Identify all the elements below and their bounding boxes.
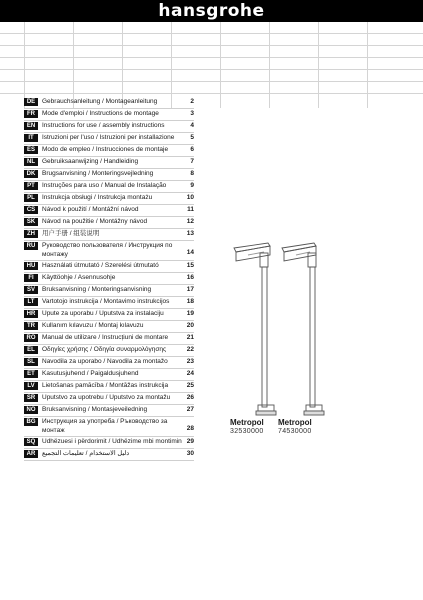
grid-line (0, 81, 423, 82)
toc-row (24, 181, 194, 193)
language-code-badge: PL (24, 194, 38, 202)
toc-page-number: 15 (186, 262, 194, 269)
toc-row (24, 133, 194, 145)
toc-row (24, 285, 194, 297)
language-code-badge: CS (24, 206, 38, 214)
toc-row (24, 393, 194, 405)
toc-row (24, 157, 194, 169)
language-code-badge: PT (24, 182, 38, 190)
toc-row (24, 241, 194, 261)
product-name: Metropol (278, 418, 312, 427)
grid-line (0, 57, 423, 58)
language-code-badge: IT (24, 134, 38, 142)
toc-title: Gebruiksaanwijzing / Handleiding (42, 158, 139, 165)
toc-page-number: 5 (190, 134, 194, 141)
toc-page-number: 26 (186, 394, 194, 401)
toc-row (24, 229, 194, 241)
product-number: 74530000 (278, 428, 312, 435)
grid-line (318, 22, 319, 108)
product-name: Metropol (230, 418, 264, 427)
header-bar (0, 0, 423, 22)
toc-page-number: 2 (190, 98, 194, 105)
toc-page-number: 30 (186, 450, 194, 457)
toc-row (24, 217, 194, 229)
language-code-badge: HR (24, 310, 38, 318)
toc-page-number: 16 (186, 274, 194, 281)
toc-title: Инструкция за употреба / Ръководство за монтаж (42, 418, 168, 434)
grid-line (24, 22, 25, 108)
toc-page-number: 24 (186, 370, 194, 377)
language-code-badge: SV (24, 286, 38, 294)
language-code-badge: EL (24, 346, 38, 354)
toc-row (24, 261, 194, 273)
toc-page-number: 21 (186, 334, 194, 341)
toc-row (24, 109, 194, 121)
grid-line (0, 33, 423, 34)
toc-title: Modo de empleo / Instrucciones de montaje (42, 146, 169, 153)
toc-title: Návod na použitie / Montážny návod (42, 218, 148, 225)
toc-title: دليل الاستخدام / تعليمات التجميع (42, 450, 130, 457)
toc-page-number: 18 (186, 298, 194, 305)
grid-line (171, 22, 172, 108)
language-index (24, 97, 194, 461)
toc-page-number: 13 (186, 230, 194, 237)
toc-page-number: 10 (186, 194, 194, 201)
toc-title: Instruções para uso / Manual de Instalação (42, 182, 167, 189)
language-code-badge: SL (24, 358, 38, 366)
toc-page-number: 14 (186, 249, 194, 256)
toc-title: Руководство пользователя / Инструкция по монтажу (42, 242, 173, 258)
toc-row (24, 405, 194, 417)
toc-row (24, 121, 194, 133)
toc-row (24, 193, 194, 205)
toc-title: Gebrauchsanleitung / Montageanleitung (42, 98, 158, 105)
toc-row (24, 357, 194, 369)
toc-page-number: 20 (186, 322, 194, 329)
toc-row (24, 97, 194, 109)
toc-page-number: 8 (190, 170, 194, 177)
product-number: 32530000 (230, 428, 264, 435)
toc-page-number: 27 (186, 406, 194, 413)
toc-title: Instructions for use / assembly instructions (42, 122, 165, 129)
language-code-badge: BG (24, 418, 38, 426)
toc-row (24, 417, 194, 437)
toc-row (24, 321, 194, 333)
toc-title: Bruksanvisning / Montasjeveiledning (42, 406, 148, 413)
toc-title: Bruksanvisning / Monteringsanvisning (42, 286, 152, 293)
toc-row (24, 297, 194, 309)
language-code-badge: AR (24, 450, 38, 458)
language-code-badge: EN (24, 122, 38, 130)
toc-title: Upute za uporabu / Uputstva za instalaciju (42, 310, 164, 317)
toc-title: Mode d'emploi / Instructions de montage (42, 110, 159, 117)
toc-title: Käyttöohje / Asennusohje (42, 274, 116, 281)
toc-page-number: 3 (190, 110, 194, 117)
grid-line (269, 22, 270, 108)
toc-title: Kasutusjuhend / Paigaldusjuhend (42, 370, 139, 377)
toc-page-number: 25 (186, 382, 194, 389)
toc-title: Udhëzuesi i përdorimit / Udhëzime mbi montimin (42, 438, 182, 445)
language-code-badge: NO (24, 406, 38, 414)
toc-title: 用户手册 / 组装说明 (42, 230, 100, 237)
language-code-badge: ES (24, 146, 38, 154)
brand-logo: hansgrohe (158, 1, 265, 21)
toc-page-number: 9 (190, 182, 194, 189)
toc-page-number: 17 (186, 286, 194, 293)
toc-page-number: 22 (186, 346, 194, 353)
grid-line (122, 22, 123, 108)
toc-row (24, 273, 194, 285)
language-code-badge: DK (24, 170, 38, 178)
language-code-badge: SK (24, 218, 38, 226)
language-code-badge: LT (24, 298, 38, 306)
grid-line (220, 22, 221, 108)
toc-title: Vartotojo instrukcija / Montavimo instrukcijos (42, 298, 170, 305)
toc-row (24, 381, 194, 393)
toc-page-number: 11 (187, 206, 194, 213)
language-code-badge: RU (24, 242, 38, 250)
toc-row (24, 309, 194, 321)
grid-line (0, 93, 423, 94)
language-code-badge: TR (24, 322, 38, 330)
toc-page-number: 19 (186, 310, 194, 317)
toc-page-number: 7 (190, 158, 194, 165)
toc-page-number: 29 (186, 438, 194, 445)
language-code-badge: SQ (24, 438, 38, 446)
language-code-badge: HU (24, 262, 38, 270)
toc-row (24, 333, 194, 345)
toc-title: Uputstvo za upotrebu / Uputstvo za montažu (42, 394, 171, 401)
language-code-badge: RO (24, 334, 38, 342)
grid-line (367, 22, 368, 108)
toc-row (24, 369, 194, 381)
toc-row (24, 169, 194, 181)
language-code-badge: NL (24, 158, 38, 166)
toc-page-number: 28 (186, 425, 194, 432)
toc-title: Brugsanvisning / Monteringsvejledning (42, 170, 154, 177)
language-code-badge: ZH (24, 230, 38, 238)
toc-title: Lietošanas pamācība / Montāžas instrukcija (42, 382, 169, 389)
toc-row (24, 449, 194, 461)
toc-title: Használati útmutató / Szerelési útmutató (42, 262, 159, 269)
grid-line (0, 69, 423, 70)
faucet-illustration (274, 240, 334, 440)
toc-row (24, 437, 194, 449)
toc-title: Navodila za uporabo / Navodila za montažo (42, 358, 168, 365)
language-code-badge: FI (24, 274, 38, 282)
toc-page-number: 23 (186, 358, 194, 365)
toc-title: Návod k použití / Montážní návod (42, 206, 139, 213)
toc-row (24, 345, 194, 357)
grid-line (73, 22, 74, 108)
language-code-badge: FR (24, 110, 38, 118)
language-code-badge: ET (24, 370, 38, 378)
toc-title: Instrukcja obsługi / Instrukcja montażu (42, 194, 153, 201)
toc-title: Kullanım kılavuzu / Montaj kılavuzu (42, 322, 144, 329)
toc-page-number: 6 (190, 146, 194, 153)
toc-row (24, 205, 194, 217)
toc-title: Manual de utilizare / Instrucțiuni de montare (42, 334, 169, 341)
grid-line (0, 45, 423, 46)
toc-page-number: 12 (186, 218, 194, 225)
toc-page-number: 4 (190, 122, 194, 129)
toc-title: Οδηγίες χρήσης / Οδηγία συναρμολόγησης (42, 346, 167, 353)
toc-row (24, 145, 194, 157)
language-code-badge: LV (24, 382, 38, 390)
language-code-badge: SR (24, 394, 38, 402)
toc-title: Istruzioni per l'uso / Istruzioni per installazione (42, 134, 175, 141)
language-code-badge: DE (24, 98, 38, 106)
